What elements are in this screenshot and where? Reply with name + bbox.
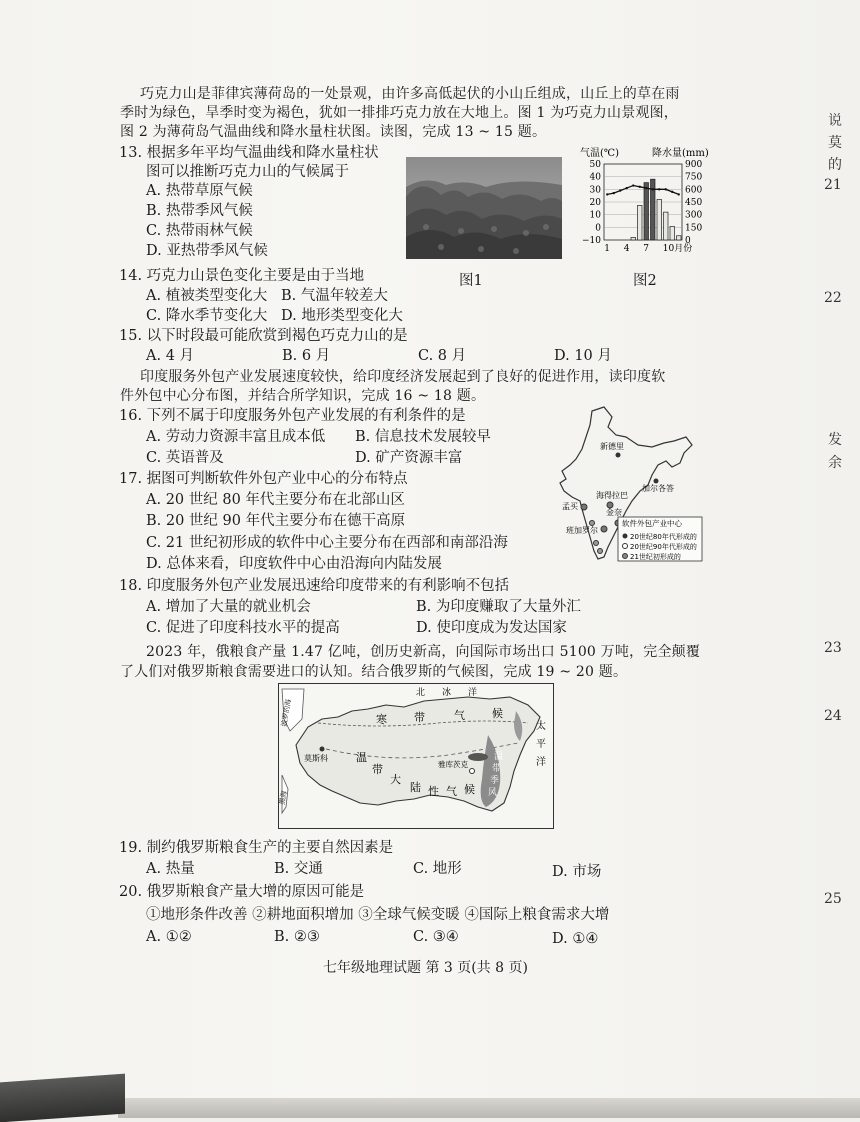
- q13-option-c[interactable]: C. 热带雨林气候: [146, 223, 253, 239]
- temperature-line: [607, 186, 679, 195]
- legend-title: 软件外包产业中心: [622, 519, 682, 528]
- city-chennai: 金奈: [606, 508, 622, 517]
- passage2-line2: 件外包中心分布图，并结合所学知识，完成 16 ~ 18 题。: [120, 388, 486, 404]
- q18-option-b[interactable]: B. 为印度赚取了大量外汇: [416, 599, 581, 615]
- precip-bar: [670, 226, 675, 240]
- q19-option-a[interactable]: A. 热量: [146, 861, 195, 877]
- q18-option-c[interactable]: C. 促进了印度科技水平的提高: [146, 620, 340, 636]
- q19-stem: 19. 制约俄罗斯粮食生产的主要自然因素是: [119, 840, 394, 856]
- y2-tick-label: 300: [685, 210, 703, 221]
- city-hyderabad: 海得拉巴: [596, 491, 628, 500]
- x-tick-label: 1: [604, 244, 610, 254]
- temperature-point: [626, 187, 628, 189]
- q13-stem: 13. 根据多年平均气温曲线和降水量柱状: [119, 145, 379, 161]
- q14-stem: 14. 巧克力山景色变化主要是由于当地: [119, 268, 365, 284]
- label-dai2: 带: [372, 763, 383, 776]
- y1-tick-label: 0: [595, 223, 601, 234]
- label-qi2: 气: [446, 785, 457, 798]
- q20-option-a[interactable]: A. ①②: [146, 929, 192, 945]
- label-ping: 平: [536, 739, 546, 750]
- edge-text-1: 说: [828, 113, 842, 129]
- new-delhi-marker: [616, 453, 621, 458]
- q15-option-d[interactable]: D. 10 月: [554, 348, 612, 364]
- label-dai: 带: [414, 711, 425, 724]
- label-qi: 气: [454, 709, 465, 722]
- q16-option-c[interactable]: C. 英语普及: [146, 450, 224, 466]
- passage1-line3: 图 2 为薄荷岛气温曲线和降水量柱状图。读图，完成 13 ~ 15 题。: [120, 124, 547, 140]
- q15-option-c[interactable]: C. 8 月: [418, 348, 467, 364]
- q14-option-c[interactable]: C. 降水季节变化大: [146, 308, 268, 324]
- q14-option-b[interactable]: B. 气温年较差大: [281, 288, 388, 304]
- y2-axis-label: 降水量(mm): [652, 148, 709, 159]
- edge-text-6: 发: [828, 432, 842, 448]
- bangalore-marker: [601, 526, 607, 532]
- q20-option-d[interactable]: D. ①④: [552, 931, 599, 947]
- edge-text-5: 22: [824, 290, 842, 306]
- label-tai: 太: [536, 721, 546, 732]
- q17-option-a[interactable]: A. 20 世纪 80 年代主要分布在北部山区: [146, 492, 405, 508]
- moscow-marker: [320, 747, 325, 752]
- y1-tick-label: 10: [589, 210, 601, 221]
- y2-tick-label: 750: [685, 172, 703, 183]
- q15-option-a[interactable]: A. 4 月: [146, 348, 195, 364]
- edge-text-10: 25: [824, 891, 842, 907]
- y2-tick-label: 900: [685, 160, 703, 170]
- y2-tick-label: 0: [685, 236, 691, 246]
- precip-bar: [657, 199, 662, 240]
- passage3-line2: 了人们对俄罗斯粮食需要进口的认知。结合俄罗斯的气候图，完成 19 ~ 20 题。: [120, 664, 628, 680]
- q16-option-a[interactable]: A. 劳动力资源丰富且成本低: [146, 429, 326, 445]
- passage2-line1: 印度服务外包产业发展速度较快，给印度经济发展起到了良好的促进作用，读印度软: [140, 369, 666, 385]
- temperature-point: [639, 186, 641, 188]
- label-bei: 北: [416, 688, 426, 698]
- label-moscow: 莫斯科: [304, 754, 328, 763]
- q13-option-b[interactable]: B. 热带季风气候: [146, 203, 253, 219]
- q15-stem: 15. 以下时段最可能欣赏到褐色巧克力山的是: [119, 328, 408, 344]
- temperature-point: [652, 188, 654, 190]
- passage3-line1: 2023 年，俄粮食产量 1.47 亿吨，创历史新高，向国际市场出口 5100 万吨，完全颠覆: [146, 644, 701, 660]
- india-software-map: [552, 405, 704, 568]
- fig1-caption: 图1: [459, 273, 483, 289]
- kolkata-marker: [654, 479, 659, 484]
- precip-bar: [644, 183, 649, 240]
- label-bing: 冰: [442, 688, 452, 698]
- yakutsk-marker: [470, 769, 475, 774]
- label-wen: 温: [356, 751, 367, 764]
- label-hou: 候: [492, 707, 503, 720]
- y1-axis-label: 气温(℃): [580, 148, 619, 159]
- passage1-line1: 巧克力山是菲律宾薄荷岛的一处景观，由许多高低起伏的小山丘组成，山丘上的草在雨: [140, 86, 680, 102]
- q16-option-b[interactable]: B. 信息技术发展较早: [355, 429, 491, 445]
- x-tick-label: 10月份: [662, 244, 693, 254]
- temperature-point: [671, 191, 673, 193]
- label-yakutsk: 雅库茨克: [438, 760, 468, 769]
- chocolate-hills-photo: [406, 157, 562, 259]
- y2-tick-label: 450: [685, 198, 703, 208]
- y1-tick-label: 40: [589, 172, 601, 183]
- temperature-point: [613, 192, 615, 194]
- edge-text-8: 23: [824, 640, 842, 656]
- q19-option-c[interactable]: C. 地形: [413, 861, 462, 877]
- q20-option-b[interactable]: B. ②③: [274, 929, 320, 945]
- temperature-point: [658, 188, 660, 190]
- q15-option-b[interactable]: B. 6 月: [282, 348, 331, 364]
- q18-option-a[interactable]: A. 增加了大量的就业机会: [146, 599, 311, 615]
- q19-option-b[interactable]: B. 交通: [274, 861, 323, 877]
- city-kolkata: 加尔各答: [642, 484, 674, 493]
- label-hou2: 候: [464, 783, 475, 796]
- q13-option-d[interactable]: D. 亚热带季风气候: [146, 243, 268, 259]
- city-bangalore: 班加罗尔: [566, 526, 598, 535]
- y1-tick-label: −10: [582, 236, 601, 246]
- label-yang: 洋: [468, 688, 478, 698]
- climate-chart: [578, 144, 710, 272]
- edge-text-3: 的: [828, 157, 842, 173]
- temperature-point: [665, 188, 667, 190]
- precip-bar: [677, 236, 682, 240]
- q17-option-c[interactable]: C. 21 世纪初形成的软件中心主要分布在西部和南部沿海: [146, 535, 508, 551]
- q14-option-d[interactable]: D. 地形类型变化大: [281, 308, 403, 324]
- temperature-point: [632, 184, 634, 186]
- russia-climate-map: [278, 683, 554, 829]
- precip-bar: [631, 237, 636, 240]
- q20-stem: 20. 俄罗斯粮食产量大增的原因可能是: [119, 884, 365, 900]
- label-wen3: 温: [494, 752, 504, 762]
- city-new-delhi: 新德里: [600, 442, 624, 451]
- scan-corner-shadow: [0, 1074, 125, 1122]
- passage1-line2: 季时为绿色，旱季时变为褐色，犹如一排排巧克力放在大地上。图 1 为巧克力山景观图，: [120, 105, 679, 121]
- temperature-point: [606, 193, 608, 195]
- label-ji: 季: [490, 776, 500, 786]
- q13-option-a[interactable]: A. 热带草原气候: [146, 183, 253, 199]
- q20-statements: ①地形条件改善 ②耕地面积增加 ③全球气候变暖 ④国际上粮食需求大增: [146, 907, 610, 923]
- y1-tick-label: 20: [589, 198, 601, 208]
- q16-option-d[interactable]: D. 矿产资源丰富: [355, 450, 463, 466]
- y1-tick-label: 30: [589, 185, 601, 196]
- y1-tick-label: 50: [589, 160, 601, 170]
- x-tick-label: 7: [643, 244, 649, 254]
- edge-text-9: 24: [824, 708, 842, 724]
- label-xing: 性: [428, 785, 439, 798]
- q16-stem: 16. 下列不属于印度服务外包产业发展的有利条件的是: [119, 408, 466, 424]
- edge-text-4: 21: [824, 177, 842, 193]
- temperature-point: [678, 193, 680, 195]
- label-feng: 风: [488, 788, 498, 798]
- label-dai3: 带: [492, 764, 502, 774]
- scan-bottom-shadow: [118, 1098, 860, 1118]
- label-da: 大: [390, 773, 401, 786]
- q18-stem: 18. 印度服务外包产业发展迅速给印度带来的有利影响不包括: [119, 578, 510, 594]
- edge-text-7: 余: [828, 455, 842, 471]
- precip-bar: [664, 212, 669, 240]
- city-mumbai: 孟买: [562, 502, 578, 511]
- y2-tick-label: 150: [685, 223, 703, 234]
- q17-option-d[interactable]: D. 总体来看，印度软件中心由沿海向内陆发展: [146, 556, 442, 572]
- label-baltic: 波罗的海: [280, 698, 293, 728]
- legend-item-1980s: 20世纪80年代形成的: [630, 533, 697, 541]
- label-han: 寒: [376, 713, 387, 726]
- label-black-sea: 黑海: [278, 790, 289, 806]
- edge-text-2: 莫: [828, 135, 842, 151]
- temperature-point: [619, 189, 621, 191]
- q13-stem-cont: 图可以推断巧克力山的气候属于: [146, 164, 349, 180]
- fig2-caption: 图2: [633, 273, 657, 289]
- q20-option-c[interactable]: C. ③④: [413, 929, 459, 945]
- label-yang2: 洋: [536, 757, 546, 768]
- q18-option-d[interactable]: D. 使印度成为发达国家: [416, 620, 567, 636]
- temperature-point: [645, 187, 647, 189]
- q19-option-d[interactable]: D. 市场: [552, 864, 602, 880]
- legend-item-2000s: 21世纪初形成的: [630, 553, 681, 561]
- y2-tick-label: 600: [685, 185, 703, 196]
- q17-stem: 17. 据图可判断软件外包产业中心的分布特点: [119, 471, 408, 487]
- label-lu: 陆: [410, 781, 421, 794]
- q17-option-b[interactable]: B. 20 世纪 90 年代主要分布在德干高原: [146, 513, 406, 529]
- mumbai-marker: [581, 504, 587, 510]
- page-footer: 七年级地理试题 第 3 页(共 8 页): [323, 960, 528, 976]
- q14-option-a[interactable]: A. 植被类型变化大: [146, 288, 268, 304]
- legend-item-1990s: 20世纪90年代形成的: [630, 543, 697, 551]
- x-tick-label: 4: [623, 244, 630, 254]
- precip-bar: [638, 205, 643, 240]
